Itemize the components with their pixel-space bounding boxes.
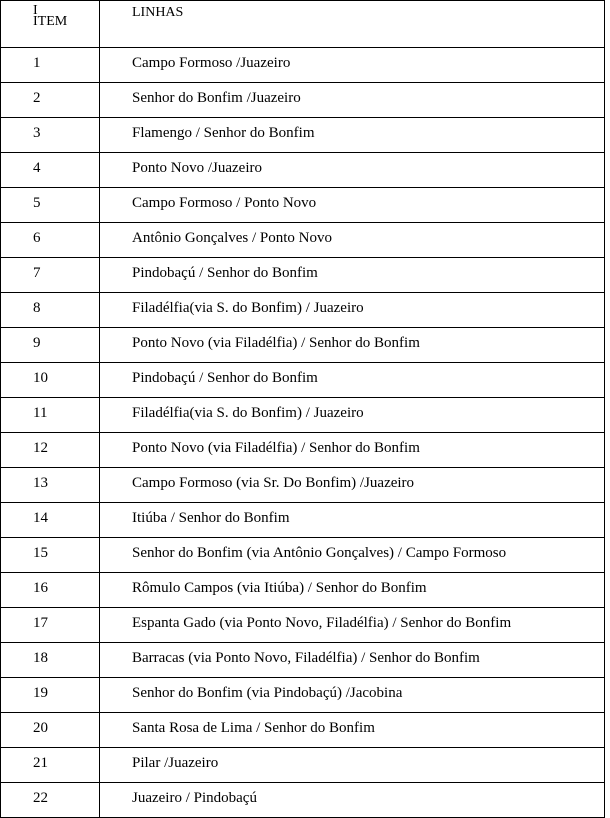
item-number-cell: 1 <box>1 48 100 83</box>
header-item-line2: ITEM <box>33 14 68 29</box>
item-number-cell: 18 <box>1 643 100 678</box>
table-row <box>1 153 605 188</box>
table-row <box>1 328 605 363</box>
item-number-cell: 20 <box>1 713 100 748</box>
table-row <box>1 573 605 608</box>
item-number-cell: 9 <box>1 328 100 363</box>
item-number-cell: 17 <box>1 608 100 643</box>
table-row <box>1 223 605 258</box>
table-row <box>1 83 605 118</box>
item-number-cell: 7 <box>1 258 100 293</box>
item-number-cell: 8 <box>1 293 100 328</box>
route-line-cell: Ponto Novo /Juazeiro <box>100 153 605 188</box>
table-body <box>1 1 605 818</box>
item-number-cell: 15 <box>1 538 100 573</box>
table-row <box>1 503 605 538</box>
route-line-cell: Pindobaçú / Senhor do Bonfim <box>100 363 605 398</box>
table-row <box>1 398 605 433</box>
route-line-cell: Senhor do Bonfim /Juazeiro <box>100 83 605 118</box>
table-row <box>1 433 605 468</box>
table-row <box>1 678 605 713</box>
table-header-row <box>1 1 605 48</box>
route-line-cell: Ponto Novo (via Filadélfia) / Senhor do Bonfim <box>100 433 605 468</box>
table-row <box>1 538 605 573</box>
route-line-cell: Flamengo / Senhor do Bonfim <box>100 118 605 153</box>
item-number-cell: 12 <box>1 433 100 468</box>
item-number-cell: 2 <box>1 83 100 118</box>
route-line-cell: Filadélfia(via S. do Bonfim) / Juazeiro <box>100 293 605 328</box>
item-number-cell: 6 <box>1 223 100 258</box>
item-number-cell: 13 <box>1 468 100 503</box>
route-line-cell: Campo Formoso (via Sr. Do Bonfim) /Juazeiro <box>100 468 605 503</box>
table-row <box>1 783 605 818</box>
route-line-cell: Campo Formoso / Ponto Novo <box>100 188 605 223</box>
route-line-cell: Itiúba / Senhor do Bonfim <box>100 503 605 538</box>
table-row <box>1 608 605 643</box>
item-number-cell: 16 <box>1 573 100 608</box>
item-number-cell: 19 <box>1 678 100 713</box>
item-number-cell: 11 <box>1 398 100 433</box>
route-line-cell: Ponto Novo (via Filadélfia) / Senhor do Bonfim <box>100 328 605 363</box>
route-line-cell: Filadélfia(via S. do Bonfim) / Juazeiro <box>100 398 605 433</box>
route-line-cell: Barracas (via Ponto Novo, Filadélfia) / Senhor do Bonfim <box>100 643 605 678</box>
item-number-cell: 22 <box>1 783 100 818</box>
item-number-cell: 4 <box>1 153 100 188</box>
table-row <box>1 748 605 783</box>
item-number-cell: 3 <box>1 118 100 153</box>
item-number-cell: 5 <box>1 188 100 223</box>
table-row <box>1 118 605 153</box>
route-line-cell: Espanta Gado (via Ponto Novo, Filadélfia) / Senhor do Bonfim <box>100 608 605 643</box>
header-lines-cell: LINHAS <box>100 1 605 48</box>
header-item-cell <box>1 1 100 48</box>
item-number-cell: 21 <box>1 748 100 783</box>
route-line-cell: Pilar /Juazeiro <box>100 748 605 783</box>
table-row <box>1 713 605 748</box>
table-row <box>1 363 605 398</box>
route-line-cell: Rômulo Campos (via Itiúba) / Senhor do Bonfim <box>100 573 605 608</box>
item-number-cell: 14 <box>1 503 100 538</box>
header-item-line1: I <box>33 3 38 18</box>
table-row <box>1 188 605 223</box>
route-line-cell: Senhor do Bonfim (via Pindobaçú) /Jacobina <box>100 678 605 713</box>
table-row <box>1 48 605 83</box>
route-line-cell: Santa Rosa de Lima / Senhor do Bonfim <box>100 713 605 748</box>
table-row <box>1 258 605 293</box>
route-line-cell: Senhor do Bonfim (via Antônio Gonçalves) / Campo Formoso <box>100 538 605 573</box>
table-row <box>1 643 605 678</box>
table-row <box>1 293 605 328</box>
item-number-cell: 10 <box>1 363 100 398</box>
table-row <box>1 468 605 503</box>
route-line-cell: Juazeiro / Pindobaçú <box>100 783 605 818</box>
route-line-cell: Pindobaçú / Senhor do Bonfim <box>100 258 605 293</box>
route-line-cell: Campo Formoso /Juazeiro <box>100 48 605 83</box>
route-line-cell: Antônio Gonçalves / Ponto Novo <box>100 223 605 258</box>
